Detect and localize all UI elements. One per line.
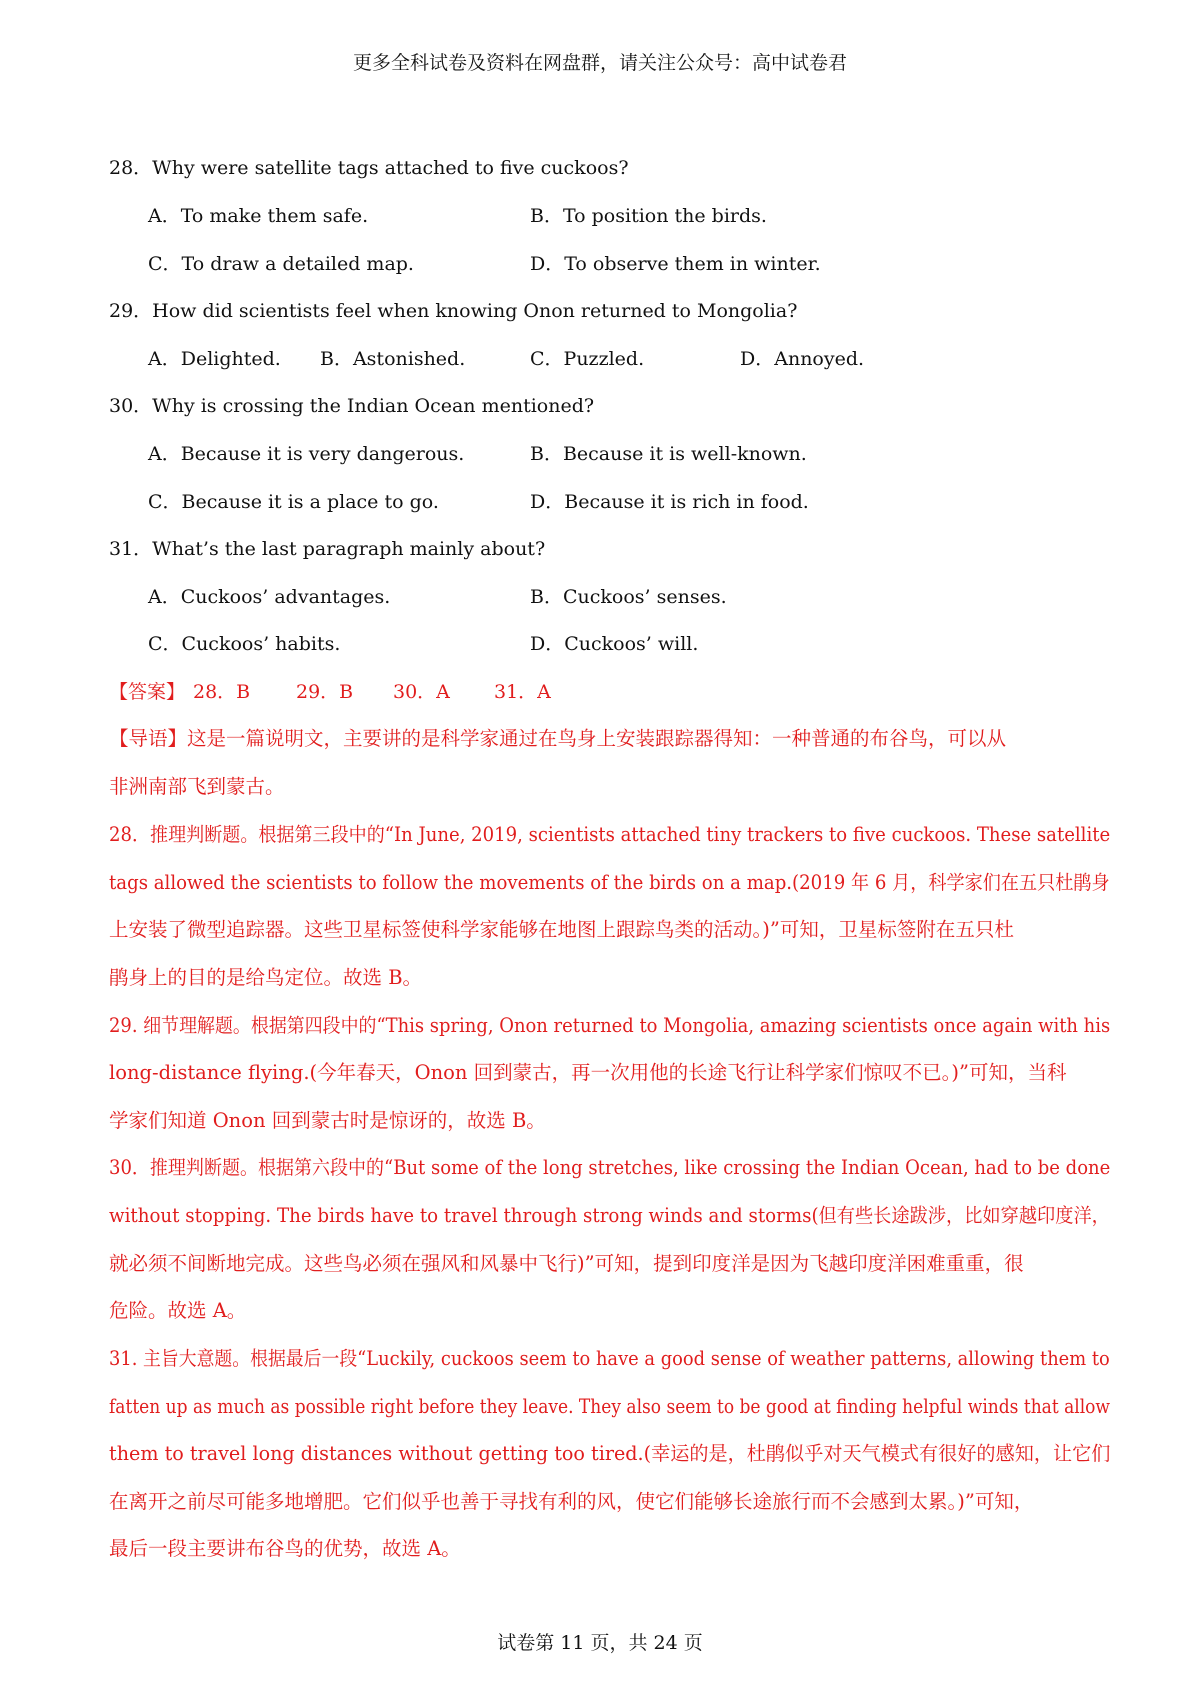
question-31-option-d: D．Cuckoos’ will. <box>530 633 699 655</box>
explanation-30-line: 危险。故选 A。 <box>109 1299 247 1322</box>
explanation-28-line: 鹃身上的目的是给鸟定位。故选 B。 <box>109 966 423 989</box>
question-31-stem: 31．What’s the last paragraph mainly about? <box>109 538 546 560</box>
question-29-option-c: C．Puzzled. <box>530 348 645 370</box>
answer-28: 28．B <box>193 681 251 703</box>
question-30-stem: 30．Why is crossing the Indian Ocean mentioned? <box>109 395 595 417</box>
question-28-option-a: A．To make them safe. <box>148 205 369 227</box>
explanation-31-line: 最后一段主要讲布谷鸟的优势，故选 A。 <box>109 1537 461 1560</box>
explanation-31-line: 31. 主旨大意题。根据最后一段“Luckily, cuckoos seem to have a good sense of weather patterns, allowing them to <box>109 1347 1110 1370</box>
explanation-29-line: long-distance flying.(今年春天，Onon 回到蒙古，再一次用他的长途飞行让科学家们惊叹不已。)”可知，当科 <box>109 1061 1067 1084</box>
explanation-28-line: tags allowed the scientists to follow the movements of the birds on a map.(2019 年 6 月，科学家们在五只杜鹃身 <box>109 871 1110 894</box>
question-31-option-a: A．Cuckoos’ advantages. <box>148 586 391 608</box>
intro-line-2: 非洲南部飞到蒙古。 <box>109 775 285 798</box>
page-header: 更多全科试卷及资料在网盘群，请关注公众号：高中试卷君 <box>352 52 847 74</box>
explanation-31-line: them to travel long distances without getting too tired.(幸运的是，杜鹃似乎对天气模式有很好的感知，让它们 <box>109 1442 1111 1465</box>
answer-tag: 【答案】 <box>109 681 186 703</box>
intro-line-1: 【导语】这是一篇说明文，主要讲的是科学家通过在鸟身上安装跟踪器得知：一种普通的布谷鸟，可以从 <box>109 727 1007 750</box>
explanation-29-line: 29. 细节理解题。根据第四段中的“This spring, Onon returned to Mongolia, amazing scientists once again with his <box>109 1014 1111 1037</box>
explanation-30-line: 就必须不间断地完成。这些鸟必须在强风和风暴中飞行)”可知，提到印度洋是因为飞越印度洋困难重重，很 <box>109 1252 1024 1275</box>
explanation-31-line: 在离开之前尽可能多地增肥。它们似乎也善于寻找有利的风，使它们能够长途旅行而不会感到太累。)”可知， <box>109 1490 1034 1513</box>
answer-31: 31．A <box>494 681 551 703</box>
explanation-31-line: fatten up as much as possible right before they leave. They also seem to be good at finding helpful winds that allow <box>109 1395 1111 1418</box>
intro-tag: 【导语】 <box>109 727 188 750</box>
question-28-option-c: C．To draw a detailed map. <box>148 253 414 275</box>
explanation-30-line: without stopping. The birds have to travel through strong winds and storms(但有些长途跋涉，比如穿越印度洋， <box>109 1204 1110 1227</box>
question-30-option-a: A．Because it is very dangerous. <box>148 443 465 465</box>
question-31-option-c: C．Cuckoos’ habits. <box>148 633 341 655</box>
question-31-option-b: B．Cuckoos’ senses. <box>530 586 727 608</box>
question-29-stem: 29．How did scientists feel when knowing Onon returned to Mongolia? <box>109 300 798 322</box>
answer-29: 29．B <box>296 681 354 703</box>
question-30-option-b: B．Because it is well-known. <box>530 443 807 465</box>
question-29-option-b: B．Astonished. <box>320 348 466 370</box>
answer-30: 30．A <box>393 681 450 703</box>
question-29-option-a: A．Delighted. <box>148 348 281 370</box>
explanation-29-line: 学家们知道 Onon 回到蒙古时是惊讶的，故选 B。 <box>109 1109 546 1132</box>
question-29-option-d: D．Annoyed. <box>740 348 865 370</box>
explanation-28-line: 上安装了微型追踪器。这些卫星标签使科学家能够在地图上跟踪鸟类的活动。)”可知，卫星标签附在五只杜 <box>109 918 1014 941</box>
question-28-option-b: B．To position the birds. <box>530 205 767 227</box>
question-28-stem: 28．Why were satellite tags attached to five cuckoos? <box>109 157 629 179</box>
page-footer: 试卷第 11 页，共 24 页 <box>497 1632 703 1654</box>
question-30-option-c: C．Because it is a place to go. <box>148 491 439 513</box>
question-30-option-d: D．Because it is rich in food. <box>530 491 809 513</box>
question-28-option-d: D．To observe them in winter. <box>530 253 821 275</box>
explanation-30-line: 30．推理判断题。根据第六段中的“But some of the long stretches, like crossing the Indian Ocean, had to be done <box>109 1156 1111 1179</box>
explanation-28-line: 28．推理判断题。根据第三段中的“In June, 2019, scientists attached tiny trackers to five cuckoos. These satellite <box>109 823 1111 846</box>
